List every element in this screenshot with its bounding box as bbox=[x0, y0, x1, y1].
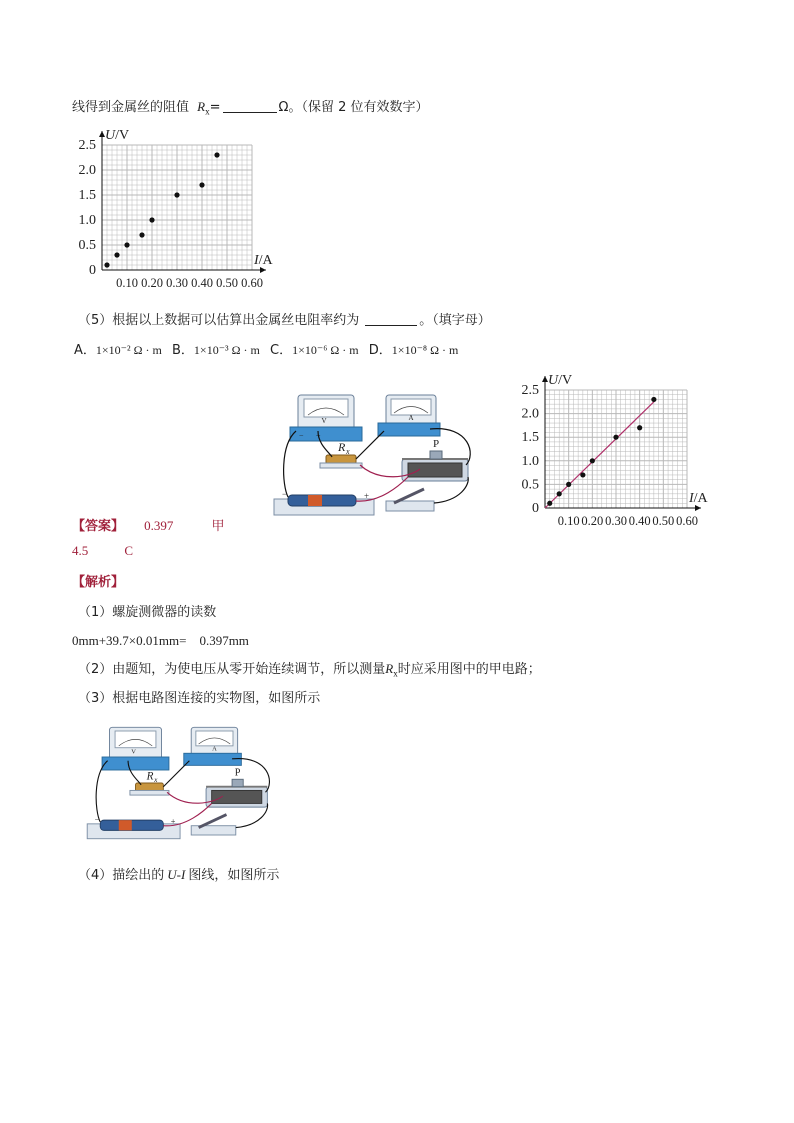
x-tick-label: 0.60 bbox=[241, 276, 263, 290]
data-point bbox=[124, 242, 129, 247]
battery-icon bbox=[87, 815, 180, 839]
answer-value-4: C bbox=[124, 543, 134, 558]
ui-scatter-chart bbox=[70, 118, 300, 290]
q4-prefix: 线得到金属丝的阻值 bbox=[72, 100, 190, 115]
q5-text: （5）根据以上数据可以估算出金属丝电阻率约为 bbox=[78, 313, 360, 328]
y-tick-label: 1.0 bbox=[521, 453, 539, 469]
analysis-line-3a: （2）由题知，为使电压从零开始连续调节，所以测量 bbox=[78, 662, 386, 677]
battery-plus: + bbox=[170, 816, 176, 826]
option-c-label: C． bbox=[270, 343, 293, 358]
y-tick-label: 1.5 bbox=[521, 430, 539, 446]
x-tick-label: 0.10 bbox=[116, 276, 138, 290]
fit-line bbox=[545, 402, 654, 508]
ammeter-icon bbox=[184, 727, 242, 765]
options-line bbox=[74, 339, 458, 358]
data-point bbox=[613, 435, 618, 440]
ammeter-letter: A bbox=[212, 745, 217, 753]
y-tick-label: 2.5 bbox=[521, 383, 539, 398]
y-tick-label: 2.0 bbox=[78, 163, 96, 178]
ammeter-letter: A bbox=[408, 414, 414, 422]
switch-icon bbox=[386, 489, 434, 511]
battery-minus: − bbox=[94, 815, 100, 824]
x-tick-label: 0.10 bbox=[557, 514, 580, 528]
battery-plus: + bbox=[364, 491, 370, 501]
data-point bbox=[566, 482, 571, 487]
option-b-label: B． bbox=[172, 343, 194, 358]
data-point bbox=[214, 152, 219, 157]
y-tick-label: 1.0 bbox=[78, 213, 96, 228]
circuit-diagram-2 bbox=[76, 718, 286, 848]
analysis-rx-var: R bbox=[385, 661, 394, 676]
voltmeter-letter: V bbox=[131, 748, 136, 756]
resistor-rx-icon bbox=[320, 440, 362, 468]
analysis-line-5 bbox=[78, 864, 279, 883]
x-tick-label: 0.50 bbox=[652, 514, 675, 528]
option-a-value: 1×10⁻² Ω · m bbox=[95, 343, 162, 357]
x-tick-label: 0.60 bbox=[676, 514, 698, 528]
y-tick-label: 0 bbox=[532, 501, 539, 516]
option-c-value: 1×10⁻⁶ Ω · m bbox=[292, 343, 359, 357]
data-point bbox=[114, 252, 119, 257]
option-d-value: 1×10⁻⁸ Ω · m bbox=[391, 343, 459, 357]
x-tick-label: 0.20 bbox=[141, 276, 163, 290]
option-b-value: 1×10⁻³ Ω · m bbox=[193, 343, 260, 357]
rx-label: R bbox=[146, 770, 154, 783]
y-axis-label: U/V bbox=[548, 373, 573, 388]
data-point bbox=[637, 425, 642, 430]
x-tick-label: 0.30 bbox=[166, 276, 188, 290]
resistor-rx-icon bbox=[130, 770, 169, 795]
q5-suffix: 。（填字母） bbox=[419, 313, 491, 328]
slider-p-label: P bbox=[234, 767, 241, 779]
data-point bbox=[174, 192, 179, 197]
answer-value-1: 0.397 bbox=[144, 518, 174, 533]
x-axis-label: I/A bbox=[254, 253, 273, 268]
data-point bbox=[149, 217, 154, 222]
rheostat-icon bbox=[402, 438, 468, 481]
x-axis-label: I/A bbox=[689, 491, 708, 506]
analysis-line-3 bbox=[78, 658, 541, 679]
analysis-line-4: （3）根据电路图连接的实物图，如图所示 bbox=[78, 691, 321, 706]
switch-icon bbox=[191, 815, 236, 835]
option-a-label: A． bbox=[74, 343, 96, 358]
data-point bbox=[139, 232, 144, 237]
y-tick-label: 2.0 bbox=[521, 406, 539, 422]
circuit-diagram-1 bbox=[270, 385, 480, 525]
answer-value-3: 4.5 bbox=[72, 543, 89, 558]
rx-sub: x bbox=[205, 106, 210, 117]
analysis-line-5b: 图线，如图所示 bbox=[188, 868, 280, 883]
voltmeter-minus: − bbox=[299, 431, 304, 440]
rx-label-sub: x bbox=[154, 775, 158, 785]
x-tick-label: 0.40 bbox=[628, 514, 651, 528]
analysis-label: 【解析】 bbox=[72, 575, 125, 590]
slider-p-label: P bbox=[432, 438, 440, 450]
battery-icon bbox=[274, 489, 374, 515]
rx-var: R bbox=[197, 99, 206, 114]
ohm-unit: Ω。 bbox=[278, 100, 302, 115]
eq-sign: = bbox=[209, 100, 221, 115]
y-tick-label: 0.5 bbox=[78, 238, 96, 253]
data-point bbox=[557, 491, 562, 496]
x-tick-label: 0.20 bbox=[581, 514, 604, 528]
answer-value-2: 甲 bbox=[211, 519, 225, 534]
analysis-line-5a: （4）描绘出的 bbox=[78, 868, 165, 883]
answer-blank-resistivity[interactable] bbox=[365, 313, 417, 326]
y-axis-label: U/V bbox=[105, 128, 130, 143]
option-d-label: D． bbox=[368, 343, 392, 358]
answer-line bbox=[72, 515, 225, 534]
x-tick-label: 0.30 bbox=[605, 514, 627, 528]
voltmeter-letter: V bbox=[321, 417, 327, 425]
ammeter-icon bbox=[378, 395, 440, 436]
y-tick-label: 0.5 bbox=[521, 477, 539, 493]
y-tick-label: 0 bbox=[89, 263, 96, 278]
battery-minus: − bbox=[282, 489, 288, 499]
y-tick-label: 2.5 bbox=[78, 138, 96, 153]
data-point bbox=[547, 501, 552, 506]
q5-line bbox=[78, 309, 491, 328]
rx-label: R bbox=[338, 440, 346, 454]
data-point bbox=[199, 182, 204, 187]
voltmeter-plus: + bbox=[316, 431, 321, 440]
analysis-ui-var: U-I bbox=[167, 867, 186, 882]
rheostat-icon bbox=[206, 768, 267, 808]
data-point bbox=[580, 472, 585, 477]
ui-fit-line-chart bbox=[515, 368, 740, 530]
rx-label-sub: x bbox=[346, 447, 350, 456]
answer-line-2 bbox=[72, 543, 133, 559]
x-tick-label: 0.50 bbox=[216, 276, 238, 290]
analysis-line-1: （1）螺旋测微器的读数 bbox=[78, 605, 217, 620]
analysis-rx-sub: x bbox=[393, 668, 398, 679]
q4-line bbox=[72, 96, 429, 117]
data-point bbox=[104, 262, 109, 267]
x-tick-label: 0.40 bbox=[191, 276, 213, 290]
data-point bbox=[590, 458, 595, 463]
data-point bbox=[651, 397, 656, 402]
answer-label: 【答案】 bbox=[72, 519, 125, 534]
sig-fig-note: （保留 2 位有效数字） bbox=[301, 100, 429, 115]
y-tick-label: 1.5 bbox=[78, 188, 96, 203]
analysis-line-2: 0mm+39.7×0.01mm= 0.397mm bbox=[72, 633, 249, 648]
analysis-line-3b: 时应采用图中的甲电路； bbox=[397, 662, 541, 677]
answer-blank-rx[interactable] bbox=[223, 100, 277, 113]
voltmeter-icon bbox=[102, 727, 169, 770]
voltmeter-icon bbox=[290, 395, 362, 441]
